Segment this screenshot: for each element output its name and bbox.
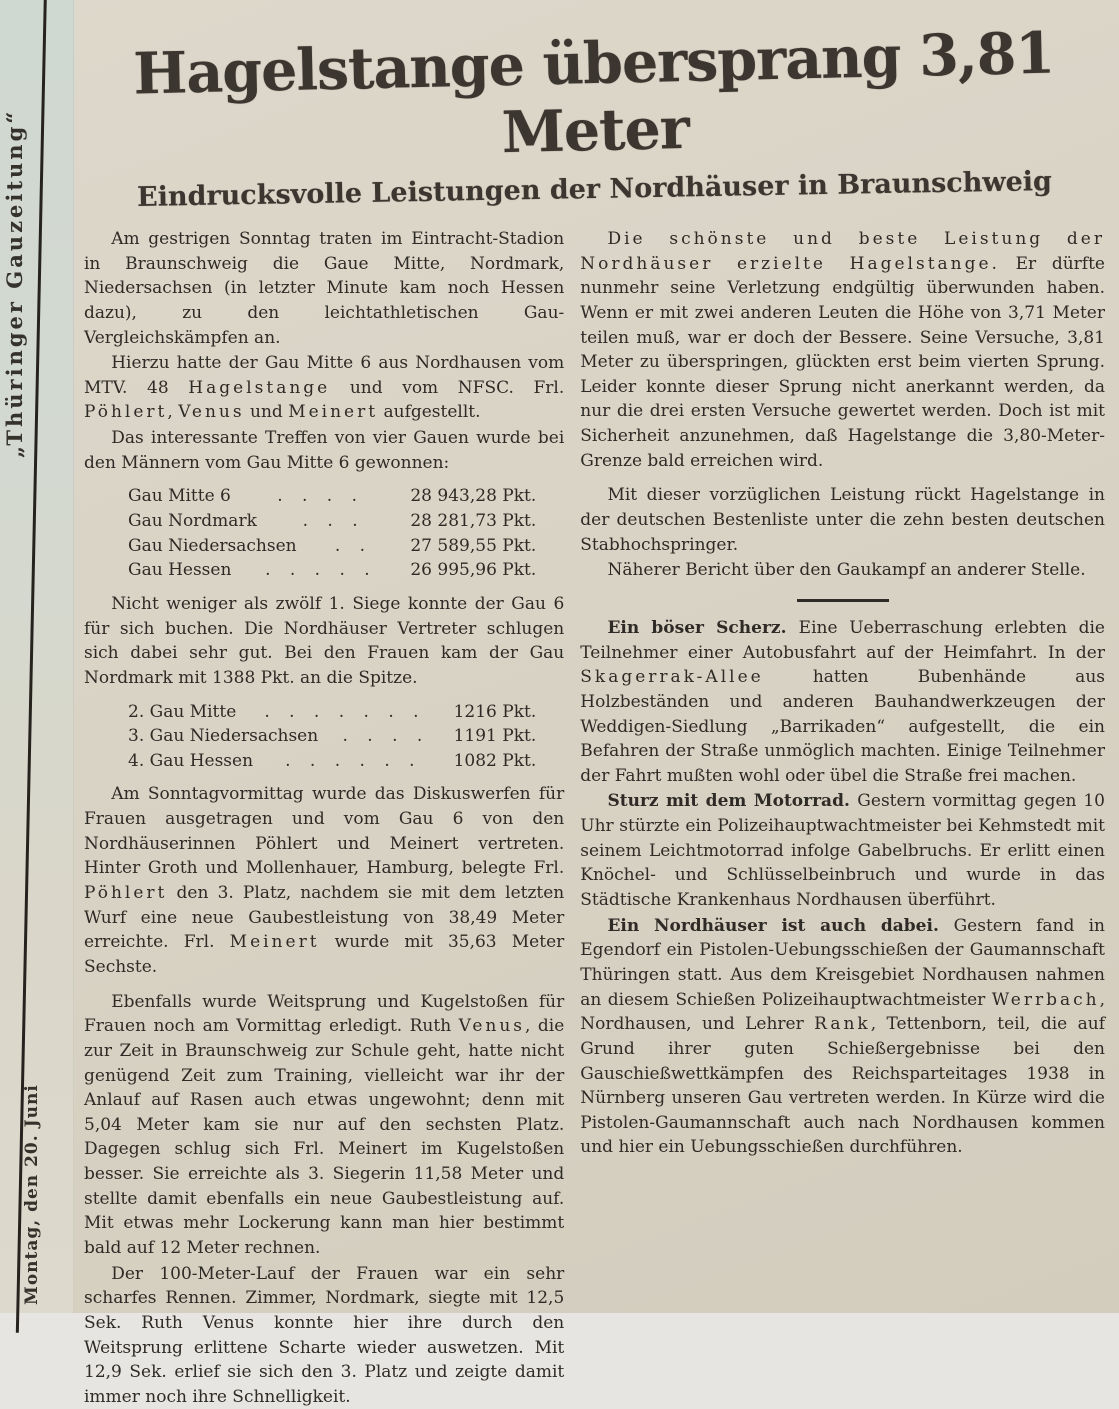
standings-label: Gau Nordmark [128, 511, 257, 532]
paragraph-reference: Näherer Bericht über den Gaukampf an anderer Stelle. [607, 560, 1086, 581]
text-segment: , [167, 402, 179, 423]
text-segment: , Tettenborn, teil, die auf Grund ihrer guten Schießergebnisse bei den Gauschießwettkämpfen des Reichsparteitages 1938 in Nürnberg unseren Gau vertreten werden. In Kürze wird die Pistolen-Gaumannschaft auch nach Nordhausen kommen und hier ein Uebungsschießen durchführen. [580, 1014, 1105, 1158]
paragraph-sprint: Der 100-Meter-Lauf der Frauen war ein sehr scharfes Rennen. Zimmer, Nordmark, siegte mit 12,5 Sek. Ruth Venus konnte hier ihre durch den Weitsprung erlittene Scharte wieder auswetzen. Mit 12,9 Sek. erlief sie sich den 3. Platz und zeigte damit immer noch ihre Schnelligkeit. [84, 1263, 565, 1407]
text-segment: Venus [458, 1016, 526, 1037]
dot-leader: . . . . [342, 726, 430, 747]
text-segment: Hierzu hatte der Gau Mitte 6 aus Nordhausen vom MTV. 48 [84, 353, 565, 398]
standings-label: 2. Gau Mitte [128, 701, 237, 722]
news-body-pistol-shooting [580, 916, 1105, 1158]
news-item-motorcycle-crash [580, 789, 1105, 912]
article-columns [84, 227, 1105, 1409]
standings-value: 28 943,28 Pkt. [410, 486, 537, 507]
dot-leader: . . . . . . [285, 750, 422, 771]
dot-leader: . . . [302, 511, 365, 532]
text-segment: Venus [178, 402, 245, 423]
text-segment: , Nordhausen, und Lehrer [580, 989, 1105, 1035]
standings-row [128, 534, 536, 559]
dot-leader: . . . . . . . [264, 701, 426, 722]
dot-leader: . . [334, 535, 373, 556]
text-segment: und [244, 402, 289, 423]
text-segment: Die schönste und beste Leistung der Nordhäuser erzielte Hagelstange. [580, 229, 1105, 274]
text-segment: Meinert [288, 402, 379, 423]
text-segment: Ebenfalls wurde Weitsprung und Kugelstoßen für Frauen noch am Vormittag erledigt. Ruth [84, 991, 565, 1037]
text-segment: und vom NFSC. Frl. [330, 377, 565, 398]
news-item-pistol-shooting [580, 914, 1105, 1160]
standings-row [128, 724, 536, 749]
text-segment: hatten Bubenhände aus Holzbeständen und anderen Bauhandwerkzeugen der Weddigen-Siedlung „Barrikaden“ aufgestellt, die ein Befahren der Straße unmöglich machten. Einige Teilnehmer der Fahrt mußten wohl oder übel die Straße frei machen. [580, 667, 1105, 786]
text-segment: Hagelstange [188, 377, 331, 398]
paragraph-discus [84, 782, 564, 979]
text-segment: Rank [814, 1014, 871, 1035]
text-segment: Werrbach [991, 989, 1100, 1010]
text-segment: den 3. Platz, nachdem sie mit dem letzten Wurf eine neue Gaubestleistung von 38,49 Meter erreichte. Frl. [84, 883, 565, 953]
standings-value: 26 995,96 Pkt. [410, 560, 537, 581]
text-segment: aufgestellt. [378, 402, 481, 423]
standings-value: 1082 Pkt. [453, 750, 537, 771]
section-divider-rule [797, 599, 889, 602]
newspaper-name-vertical: „Thüringer Gauzeitung“ [2, 108, 27, 458]
standings-row [128, 749, 536, 774]
text-segment: Am Sonntagvormittag wurde das Diskuswerfen für Frauen ausgetragen und vom Gau 6 von den Nordhäuserinnen Pöhlert und Meinert vertreten. Hinter Groth und Mollenhauer, Hamburg, belegte Frl. [84, 784, 565, 879]
standings-table-women [128, 700, 536, 774]
text-segment: Pöhlert [84, 883, 168, 904]
standings-value: 27 589,55 Pkt. [410, 535, 537, 556]
news-lead-bad-joke: Ein böser Scherz. [607, 617, 799, 638]
dot-leader: . . . . [277, 486, 365, 507]
standings-row [128, 700, 536, 725]
news-body-bad-joke [580, 618, 1105, 786]
text-segment: Meinert [229, 932, 320, 953]
standings-label: 3. Gau Niedersachsen [128, 726, 319, 747]
standings-row [128, 509, 536, 534]
paragraph-lineup [84, 351, 564, 425]
text-segment: Er dürfte nunmehr seine Verletzung endgültig überwunden haben. Wenn er mit zwei anderen Leuten die Höhe von 3,71 Meter teilen muß, war er doch der Bessere. Seine Versuche, 3,81 Meter zu überspringen, glückten erst beim vierten Sprung. Leider konnte dieser Sprung nicht anerkannt werden, da nur die drei ersten Versuche gewertet werden. Doch ist mit Sicherheit anzunehmen, daß Hagelstange die 3,80-Meter-Grenze bald erreichen wird. [580, 253, 1105, 471]
article-page [78, 0, 1111, 1407]
text-segment: , die zur Zeit in Braunschweig zur Schule geht, hatte nicht genügend Zeit zum Training, vielleicht war ihr der Anlauf auf Rasen auch etwas ungewohnt; denn mit 5,04 Meter kam sie nur auf den sechsten Platz. Dagegen schlug sich Frl. Meinert im Kugelstoßen besser. Sie erreichte als 3. Siegerin 11,58 Meter und stellte damit ebenfalls ein neue Gaubestleistung auf. Mit etwas mehr Lockerung kann man hier bestimmt bald auf 12 Meter rechnen. [84, 1016, 565, 1258]
standings-row [128, 558, 536, 583]
paragraph-bestlist: Mit dieser vorzüglichen Leistung rückt Hagelstange in der deutschen Bestenliste unter die zehn besten deutschen Stabhochspringer. [580, 485, 1105, 555]
paragraph-longjump-shotput [84, 990, 564, 1261]
standings-row [128, 484, 536, 509]
standings-value: 1191 Pkt. [453, 726, 537, 747]
text-segment: Skagerrak-Allee [580, 667, 764, 688]
text-segment: Pöhlert [84, 402, 168, 423]
text-segment: Gestern fand in Egendorf ein Pistolen-Uebungsschießen der Gaumannschaft Thüringen statt. Aus dem Kreisgebiet Nordhausen nahmen an diesem Schießen Polizeihauptwachtmeister [580, 915, 1105, 1010]
subheadline: Eindrucksvolle Leistungen der Nordhäuser in Braunschweig [136, 166, 1053, 213]
paragraph-victories: Nicht weniger als zwölf 1. Siege konnte der Gau 6 für sich buchen. Die Nordhäuser Vertreter schlugen sich dabei sehr gut. Bei den Frauen kam der Gau Nordmark mit 1388 Pkt. an die Spitze. [84, 593, 565, 688]
dot-leader: . . . . . [265, 560, 377, 581]
standings-value: 28 281,73 Pkt. [410, 511, 537, 532]
paragraph-intro: Am gestrigen Sonntag traten im Eintracht-Stadion in Braunschweig die Gaue Mitte, Nordmark, Niedersachsen (in letzter Minute kam noch Hessen dazu), zu den leichtathletischen Gau-Vergleichskämpfen an. [84, 229, 565, 348]
standings-label: Gau Hessen [128, 560, 232, 581]
news-item-bad-joke [580, 616, 1105, 788]
paragraph-meeting: Das interessante Treffen von vier Gauen wurde bei den Männern vom Gau Mitte 6 gewonnen: [84, 428, 565, 473]
text-segment: wurde mit 35,63 Meter Sechste. [84, 932, 565, 977]
standings-value: 1216 Pkt. [453, 701, 537, 722]
standings-label: Gau Mitte 6 [128, 486, 231, 507]
standings-table-men [128, 484, 536, 583]
standings-label: Gau Niedersachsen [128, 535, 297, 556]
text-segment: Eine Ueberraschung erlebten die Teilnehmer einer Autobusfahrt auf der Heimfahrt. In der [580, 617, 1105, 663]
news-lead-pistol-shooting: Ein Nordhäuser ist auch dabei. [607, 915, 954, 936]
right-column [580, 227, 1105, 1409]
newspaper-margin [0, 0, 74, 1313]
left-column [84, 227, 564, 1409]
standings-label: 4. Gau Hessen [128, 750, 254, 771]
text-segment: Gestern vormittag gegen 10 Uhr stürzte ein Polizeihauptwachtmeister bei Kehmstedt mit seinem Leichtmotorrad infolge Gabelbruchs. Er erlitt einen Knöchel- und Schlüsselbeinbruch und wurde in das Städtische Krankenhaus Nordhausen überführt. [580, 791, 1106, 911]
date-vertical: Montag, den 20. Juni [22, 1084, 42, 1305]
news-lead-motorcycle-crash: Sturz mit dem Motorrad. [607, 791, 858, 812]
headline: Hagelstange übersprang 3,81 Meter [132, 19, 1055, 167]
paragraph-hagelstange [580, 227, 1105, 473]
